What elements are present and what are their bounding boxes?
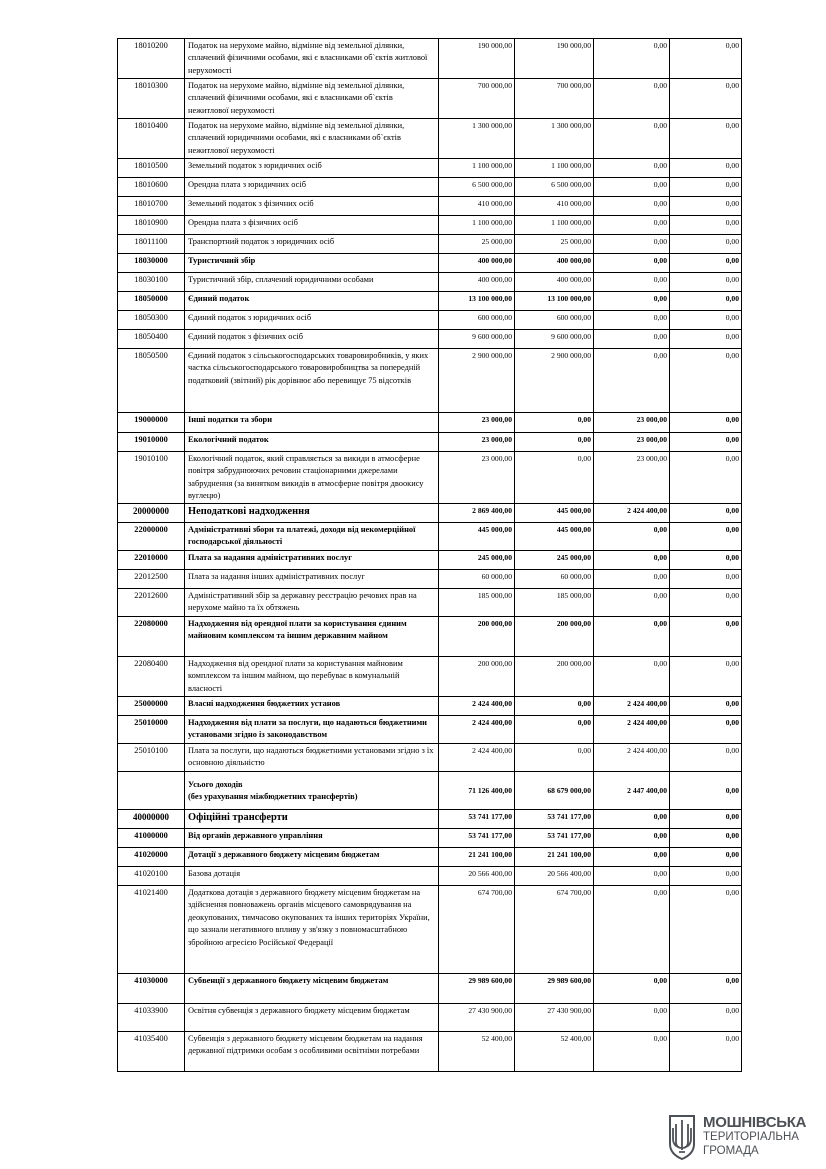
row-general-fund: 27 430 900,00	[515, 1004, 594, 1032]
row-development-budget: 0,00	[670, 772, 742, 810]
row-special-fund: 0,00	[594, 589, 670, 617]
row-name: Орендна плата з юридичних осіб	[185, 178, 439, 197]
row-development-budget: 0,00	[670, 216, 742, 235]
row-special-fund: 0,00	[594, 39, 670, 79]
row-development-budget: 0,00	[670, 254, 742, 273]
row-special-fund: 0,00	[594, 330, 670, 349]
row-general-fund: 200 000,00	[515, 657, 594, 697]
row-development-budget: 0,00	[670, 744, 742, 772]
row-special-fund: 0,00	[594, 829, 670, 848]
row-development-budget: 0,00	[670, 657, 742, 697]
row-total: 60 000,00	[439, 570, 515, 589]
row-general-fund: 400 000,00	[515, 254, 594, 273]
row-general-fund: 400 000,00	[515, 273, 594, 292]
row-special-fund: 2 424 400,00	[594, 697, 670, 716]
row-code: 25010100	[118, 744, 185, 772]
row-code: 18011100	[118, 235, 185, 254]
row-total: 2 424 400,00	[439, 716, 515, 744]
row-general-fund: 0,00	[515, 413, 594, 433]
row-total: 200 000,00	[439, 617, 515, 657]
table-row	[118, 744, 742, 772]
row-code: 41035400	[118, 1032, 185, 1072]
row-total: 190 000,00	[439, 39, 515, 79]
row-total: 1 300 000,00	[439, 119, 515, 159]
row-special-fund: 23 000,00	[594, 433, 670, 452]
row-special-fund: 2 447 400,00	[594, 772, 670, 810]
row-code: 18050000	[118, 292, 185, 311]
row-special-fund: 0,00	[594, 292, 670, 311]
row-total: 27 430 900,00	[439, 1004, 515, 1032]
row-code: 22080000	[118, 617, 185, 657]
row-total: 53 741 177,00	[439, 829, 515, 848]
row-total: 20 566 400,00	[439, 867, 515, 886]
logo-line-3: ГРОМАДА	[703, 1145, 759, 1157]
row-development-budget: 0,00	[670, 570, 742, 589]
row-code: 41000000	[118, 829, 185, 848]
table-row	[118, 413, 742, 433]
row-total: 23 000,00	[439, 433, 515, 452]
table-row	[118, 39, 742, 79]
row-code: 22010000	[118, 551, 185, 570]
row-development-budget: 0,00	[670, 39, 742, 79]
row-general-fund: 53 741 177,00	[515, 829, 594, 848]
row-name: Екологічний податок	[185, 433, 439, 452]
row-general-fund: 13 100 000,00	[515, 292, 594, 311]
row-total: 1 100 000,00	[439, 159, 515, 178]
row-name: Дотації з державного бюджету місцевим бюджетам	[185, 848, 439, 867]
totals-label-line2: (без урахування міжбюджетних трансфертів)	[188, 792, 358, 801]
row-special-fund: 0,00	[594, 311, 670, 330]
row-name: Базова дотація	[185, 867, 439, 886]
row-special-fund: 23 000,00	[594, 413, 670, 433]
row-general-fund: 0,00	[515, 744, 594, 772]
row-development-budget: 0,00	[670, 330, 742, 349]
row-development-budget: 0,00	[670, 197, 742, 216]
row-code: 18010300	[118, 79, 185, 119]
row-code: 18030100	[118, 273, 185, 292]
row-total: 400 000,00	[439, 254, 515, 273]
row-special-fund: 0,00	[594, 119, 670, 159]
table-row	[118, 570, 742, 589]
row-total: 21 241 100,00	[439, 848, 515, 867]
row-general-fund: 25 000,00	[515, 235, 594, 254]
row-general-fund: 0,00	[515, 697, 594, 716]
row-general-fund: 6 500 000,00	[515, 178, 594, 197]
row-development-budget: 0,00	[670, 1032, 742, 1072]
row-name: Транспортний податок з юридичних осіб	[185, 235, 439, 254]
row-total: 25 000,00	[439, 235, 515, 254]
row-total: 674 700,00	[439, 886, 515, 974]
table-row	[118, 974, 742, 1004]
table-row	[118, 523, 742, 551]
row-general-fund: 9 600 000,00	[515, 330, 594, 349]
row-name: Офіційні трансферти	[185, 810, 439, 829]
row-general-fund: 200 000,00	[515, 617, 594, 657]
row-general-fund: 60 000,00	[515, 570, 594, 589]
row-code: 41020100	[118, 867, 185, 886]
table-row	[118, 886, 742, 974]
row-name: Від органів державного управління	[185, 829, 439, 848]
row-development-budget: 0,00	[670, 159, 742, 178]
row-general-fund: 2 900 000,00	[515, 349, 594, 413]
row-name: Туристичний збір, сплачений юридичними особами	[185, 273, 439, 292]
row-total: 71 126 400,00	[439, 772, 515, 810]
row-code: 20000000	[118, 504, 185, 523]
row-name: Земельний податок з фізичних осіб	[185, 197, 439, 216]
row-development-budget: 0,00	[670, 1004, 742, 1032]
row-total: 23 000,00	[439, 413, 515, 433]
row-general-fund: 21 241 100,00	[515, 848, 594, 867]
row-special-fund: 0,00	[594, 974, 670, 1004]
row-development-budget: 0,00	[670, 551, 742, 570]
table-row	[118, 119, 742, 159]
row-name: Орендна плата з фізичних осіб	[185, 216, 439, 235]
row-total: 700 000,00	[439, 79, 515, 119]
row-code: 19000000	[118, 413, 185, 433]
row-code: 22012500	[118, 570, 185, 589]
row-special-fund: 0,00	[594, 570, 670, 589]
row-development-budget: 0,00	[670, 433, 742, 452]
totals-label-line1: Усього доходів	[188, 779, 243, 789]
row-development-budget: 0,00	[670, 523, 742, 551]
row-code: 40000000	[118, 810, 185, 829]
row-code: 18050300	[118, 311, 185, 330]
row-special-fund: 0,00	[594, 523, 670, 551]
row-development-budget: 0,00	[670, 886, 742, 974]
row-general-fund: 1 100 000,00	[515, 216, 594, 235]
row-general-fund: 52 400,00	[515, 1032, 594, 1072]
table-row	[118, 197, 742, 216]
logo-line-1: МОШНІВСЬКА	[703, 1114, 807, 1131]
row-total: 29 989 600,00	[439, 974, 515, 1004]
row-general-fund: 0,00	[515, 452, 594, 504]
budget-revenue-table	[117, 38, 742, 1072]
row-development-budget: 0,00	[670, 349, 742, 413]
row-name	[185, 772, 439, 810]
row-special-fund: 0,00	[594, 1032, 670, 1072]
row-special-fund: 0,00	[594, 551, 670, 570]
row-total: 2 869 400,00	[439, 504, 515, 523]
row-special-fund: 0,00	[594, 197, 670, 216]
row-general-fund: 700 000,00	[515, 79, 594, 119]
row-special-fund: 23 000,00	[594, 452, 670, 504]
row-general-fund: 185 000,00	[515, 589, 594, 617]
row-total: 600 000,00	[439, 311, 515, 330]
table-row	[118, 589, 742, 617]
table-row	[118, 216, 742, 235]
row-general-fund: 674 700,00	[515, 886, 594, 974]
row-special-fund: 0,00	[594, 657, 670, 697]
row-special-fund: 0,00	[594, 810, 670, 829]
row-total: 185 000,00	[439, 589, 515, 617]
row-special-fund: 0,00	[594, 867, 670, 886]
table-row	[118, 235, 742, 254]
row-development-budget: 0,00	[670, 848, 742, 867]
table-row	[118, 254, 742, 273]
row-code: 18030000	[118, 254, 185, 273]
row-total: 9 600 000,00	[439, 330, 515, 349]
table-row	[118, 716, 742, 744]
row-development-budget: 0,00	[670, 504, 742, 523]
row-general-fund: 53 741 177,00	[515, 810, 594, 829]
row-general-fund: 600 000,00	[515, 311, 594, 330]
table-row	[118, 292, 742, 311]
row-code: 25000000	[118, 697, 185, 716]
table-row	[118, 657, 742, 697]
row-total: 410 000,00	[439, 197, 515, 216]
row-name: Туристичний збір	[185, 254, 439, 273]
table-row	[118, 1032, 742, 1072]
table-row	[118, 159, 742, 178]
row-total: 400 000,00	[439, 273, 515, 292]
row-development-budget: 0,00	[670, 716, 742, 744]
row-total: 2 424 400,00	[439, 697, 515, 716]
row-general-fund: 0,00	[515, 433, 594, 452]
logo-line-2: ТЕРИТОРІАЛЬНА	[703, 1131, 799, 1143]
table-row	[118, 311, 742, 330]
row-total: 6 500 000,00	[439, 178, 515, 197]
row-name: Екологічний податок, який справляється за викиди в атмосферне повітря забруднюючих речовин стаціонарними джерелами забруднення (за винятком викидів в атмосферне повітря двоокису вуглецю)	[185, 452, 439, 504]
row-special-fund: 0,00	[594, 886, 670, 974]
table-row	[118, 330, 742, 349]
row-special-fund: 0,00	[594, 1004, 670, 1032]
row-development-budget: 0,00	[670, 311, 742, 330]
row-special-fund: 2 424 400,00	[594, 504, 670, 523]
row-special-fund: 0,00	[594, 178, 670, 197]
row-total: 52 400,00	[439, 1032, 515, 1072]
row-code: 19010100	[118, 452, 185, 504]
row-development-budget: 0,00	[670, 810, 742, 829]
row-special-fund: 0,00	[594, 159, 670, 178]
table-row	[118, 349, 742, 413]
row-total: 200 000,00	[439, 657, 515, 697]
row-special-fund: 0,00	[594, 273, 670, 292]
row-development-budget: 0,00	[670, 119, 742, 159]
row-code: 41020000	[118, 848, 185, 867]
row-development-budget: 0,00	[670, 867, 742, 886]
row-name: Плата за надання інших адміністративних послуг	[185, 570, 439, 589]
row-code: 25010000	[118, 716, 185, 744]
row-total: 2 424 400,00	[439, 744, 515, 772]
row-code	[118, 772, 185, 810]
row-special-fund: 0,00	[594, 617, 670, 657]
table-row	[118, 452, 742, 504]
row-code: 19010000	[118, 433, 185, 452]
row-name: Податок на нерухоме майно, відмінне від земельної ділянки, сплачений юридичними особами, які є власниками об`єктів нежитлової нерухомості	[185, 119, 439, 159]
row-special-fund: 0,00	[594, 349, 670, 413]
row-special-fund: 0,00	[594, 216, 670, 235]
row-name: Земельний податок з юридичних осіб	[185, 159, 439, 178]
table-row	[118, 551, 742, 570]
row-development-budget: 0,00	[670, 589, 742, 617]
row-code: 41030000	[118, 974, 185, 1004]
row-name: Субвенція з державного бюджету місцевим бюджетам на надання державної підтримки особам з особливими освітніми потребами	[185, 1032, 439, 1072]
row-total: 445 000,00	[439, 523, 515, 551]
trident-emblem-icon	[668, 1114, 696, 1160]
row-development-budget: 0,00	[670, 697, 742, 716]
row-name: Податок на нерухоме майно, відмінне від земельної ділянки, сплачений фізичними особами, які є власниками об`єктів нежитлової нерухомості	[185, 79, 439, 119]
row-general-fund: 245 000,00	[515, 551, 594, 570]
row-development-budget: 0,00	[670, 273, 742, 292]
table-row	[118, 273, 742, 292]
row-development-budget: 0,00	[670, 413, 742, 433]
row-general-fund: 445 000,00	[515, 504, 594, 523]
table-row	[118, 697, 742, 716]
row-code: 41021400	[118, 886, 185, 974]
row-code: 22012600	[118, 589, 185, 617]
row-total: 245 000,00	[439, 551, 515, 570]
row-total: 1 100 000,00	[439, 216, 515, 235]
row-name: Єдиний податок	[185, 292, 439, 311]
row-name: Надходження від орендної плати за користування майновим комплексом та іншим майном, що перебуває в комунальній власності	[185, 657, 439, 697]
row-total: 53 741 177,00	[439, 810, 515, 829]
row-general-fund: 20 566 400,00	[515, 867, 594, 886]
table-row	[118, 1004, 742, 1032]
row-code: 22000000	[118, 523, 185, 551]
row-development-budget: 0,00	[670, 178, 742, 197]
row-code: 41033900	[118, 1004, 185, 1032]
row-total: 2 900 000,00	[439, 349, 515, 413]
row-name: Адміністративний збір за державну реєстрацію речових прав на нерухоме майно та їх обтяжень	[185, 589, 439, 617]
row-general-fund: 445 000,00	[515, 523, 594, 551]
row-special-fund: 0,00	[594, 235, 670, 254]
row-name: Плата за послуги, що надаються бюджетними установами згідно з їх основною діяльністю	[185, 744, 439, 772]
row-name: Податок на нерухоме майно, відмінне від земельної ділянки, сплачений фізичними особами, які є власниками об`єктів житлової нерухомості	[185, 39, 439, 79]
row-name: Єдиний податок з юридичних осіб	[185, 311, 439, 330]
table-row	[118, 433, 742, 452]
row-general-fund: 190 000,00	[515, 39, 594, 79]
row-special-fund: 0,00	[594, 79, 670, 119]
table-row	[118, 867, 742, 886]
row-name: Неподаткові надходження	[185, 504, 439, 523]
table-row	[118, 178, 742, 197]
table-row	[118, 810, 742, 829]
row-development-budget: 0,00	[670, 79, 742, 119]
row-name: Додаткова дотація з державного бюджету місцевим бюджетам на здійснення повноважень органів місцевого самоврядування на деокупованих, тимчасово окупованих та інших територіях України, що зазнали негативного впливу у зв'язку з повномасштабною збройною агресією Російської Федерації	[185, 886, 439, 974]
community-logo	[668, 1114, 818, 1162]
row-general-fund: 0,00	[515, 716, 594, 744]
row-name: Адміністративні збори та платежі, доходи від некомерційної господарської діяльності	[185, 523, 439, 551]
row-name: Єдиний податок з сільськогосподарських товаровиробників, у яких частка сільськогосподарського товаровиробництва за попередній податковий (звітний) рік дорівнює або перевищує 75 відсотків	[185, 349, 439, 413]
table-row	[118, 848, 742, 867]
row-code: 18050500	[118, 349, 185, 413]
row-development-budget: 0,00	[670, 829, 742, 848]
row-general-fund: 29 989 600,00	[515, 974, 594, 1004]
row-code: 18010400	[118, 119, 185, 159]
table-row	[118, 829, 742, 848]
row-total: 23 000,00	[439, 452, 515, 504]
row-name: Надходження від орендної плати за користування єдиним майновим комплексом та іншим державним майном	[185, 617, 439, 657]
row-general-fund: 1 100 000,00	[515, 159, 594, 178]
row-development-budget: 0,00	[670, 617, 742, 657]
row-name: Плата за надання адміністративних послуг	[185, 551, 439, 570]
row-special-fund: 2 424 400,00	[594, 744, 670, 772]
row-code: 18050400	[118, 330, 185, 349]
row-code: 18010200	[118, 39, 185, 79]
row-name: Надходження від плати за послуги, що надаються бюджетними установами згідно із законодавством	[185, 716, 439, 744]
row-name: Субвенції з державного бюджету місцевим бюджетам	[185, 974, 439, 1004]
row-special-fund: 2 424 400,00	[594, 716, 670, 744]
totals-row	[118, 772, 742, 810]
row-general-fund: 410 000,00	[515, 197, 594, 216]
row-name: Інші податки та збори	[185, 413, 439, 433]
row-development-budget: 0,00	[670, 974, 742, 1004]
row-special-fund: 0,00	[594, 254, 670, 273]
table-row	[118, 79, 742, 119]
row-general-fund: 68 679 000,00	[515, 772, 594, 810]
row-development-budget: 0,00	[670, 452, 742, 504]
row-special-fund: 0,00	[594, 848, 670, 867]
row-code: 18010900	[118, 216, 185, 235]
row-code: 22080400	[118, 657, 185, 697]
row-general-fund: 1 300 000,00	[515, 119, 594, 159]
row-total: 13 100 000,00	[439, 292, 515, 311]
row-name: Освітня субвенція з державного бюджету місцевим бюджетам	[185, 1004, 439, 1032]
row-code: 18010500	[118, 159, 185, 178]
table-row	[118, 504, 742, 523]
table-row	[118, 617, 742, 657]
row-name: Єдиний податок з фізичних осіб	[185, 330, 439, 349]
row-code: 18010600	[118, 178, 185, 197]
row-code: 18010700	[118, 197, 185, 216]
row-development-budget: 0,00	[670, 292, 742, 311]
row-name: Власні надходження бюджетних установ	[185, 697, 439, 716]
row-development-budget: 0,00	[670, 235, 742, 254]
